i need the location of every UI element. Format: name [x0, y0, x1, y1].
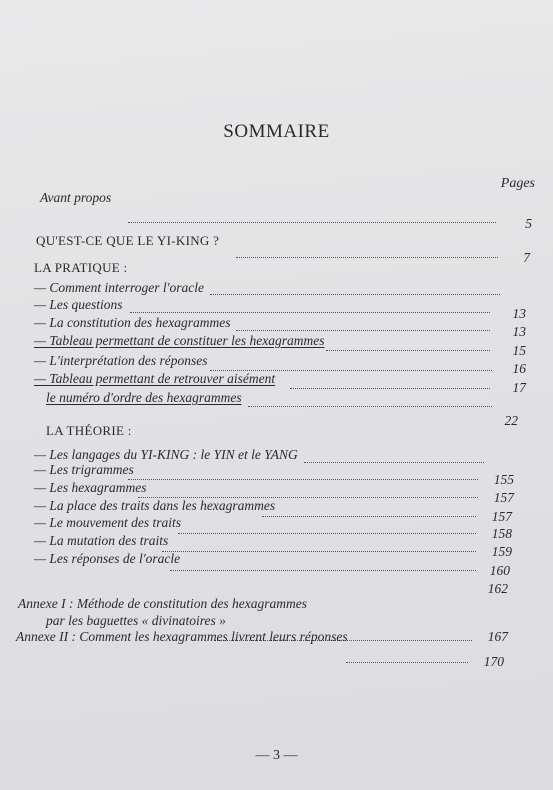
toc-entry: — Les réponses de l'oracle: [34, 551, 181, 566]
toc-entry: — Les questions: [34, 297, 123, 312]
toc-entry: — Tableau permettant de constituer les hexagrammes: [34, 333, 325, 348]
page-footer-number: — 3 —: [255, 748, 298, 763]
toc-entry-avant-propos: Avant propos: [40, 190, 112, 205]
page-number: 13: [512, 324, 526, 339]
page-number: 7: [523, 250, 530, 265]
page-number: 159: [491, 544, 512, 559]
dot-leader: [178, 533, 476, 534]
dot-leader: [128, 222, 496, 223]
page-number: 157: [493, 490, 514, 505]
dot-leader: [346, 662, 468, 663]
dot-leader: [236, 330, 490, 331]
page-number: 160: [489, 563, 510, 578]
page-number: 5: [525, 216, 532, 231]
dot-leader: [210, 294, 500, 295]
section-heading-theorie: LA THÉORIE :: [46, 423, 132, 438]
page-number: 162: [487, 581, 508, 596]
page-number: 155: [493, 472, 514, 487]
dot-leader: [290, 388, 490, 389]
toc-entry-annexe-2: Annexe II : Comment les hexagrammes livrent leurs réponses: [16, 629, 348, 644]
page-number: 16: [512, 361, 526, 376]
dot-leader: [170, 570, 476, 571]
dot-leader: [304, 462, 484, 463]
dot-leader: [236, 257, 498, 258]
toc-entry-continued: par les baguettes « divinatoires »: [46, 613, 226, 628]
toc-entry: — La constitution des hexagrammes: [34, 315, 231, 330]
toc-entry-continued: le numéro d'ordre des hexagrammes: [46, 390, 242, 405]
toc-entry: — Les trigrammes: [34, 462, 134, 477]
pages-column-label: Pages: [500, 176, 535, 191]
dot-leader: [248, 406, 492, 407]
toc-entry: — La mutation des traits: [34, 533, 169, 548]
page-number: 13: [512, 306, 526, 321]
toc-entry: — Les hexagrammes: [34, 480, 147, 495]
page-number: 22: [504, 413, 518, 428]
toc-entry: — Comment interroger l'oracle: [34, 280, 204, 295]
toc-entry-quest-ce: QU'EST-CE QUE LE YI-KING ?: [36, 233, 220, 248]
dot-leader: [130, 312, 490, 313]
dot-leader: [262, 516, 476, 517]
toc-entry-annexe-1: Annexe I : Méthode de constitution des hexagrammes: [18, 596, 308, 611]
page-title: SOMMAIRE: [223, 121, 330, 142]
page-number: 157: [491, 509, 512, 524]
page-number: 167: [487, 629, 508, 644]
toc-entry: — Tableau permettant de retrouver aisément: [34, 371, 276, 386]
section-heading-pratique: LA PRATIQUE :: [34, 260, 128, 275]
toc-entry: — L'interprétation des réponses: [34, 353, 208, 368]
toc-entry: — La place des traits dans les hexagrammes: [34, 498, 276, 513]
page-number: 15: [512, 343, 526, 358]
dot-leader: [128, 479, 478, 480]
dot-leader: [162, 551, 476, 552]
page-number: 17: [512, 380, 526, 395]
toc-entry: — Le mouvement des traits: [34, 515, 181, 530]
page-number: 158: [491, 526, 512, 541]
toc-entry: — Les langages du YI-KING : le YIN et le YANG: [34, 447, 298, 462]
page-number: 170: [483, 654, 504, 669]
dot-leader: [326, 350, 490, 351]
